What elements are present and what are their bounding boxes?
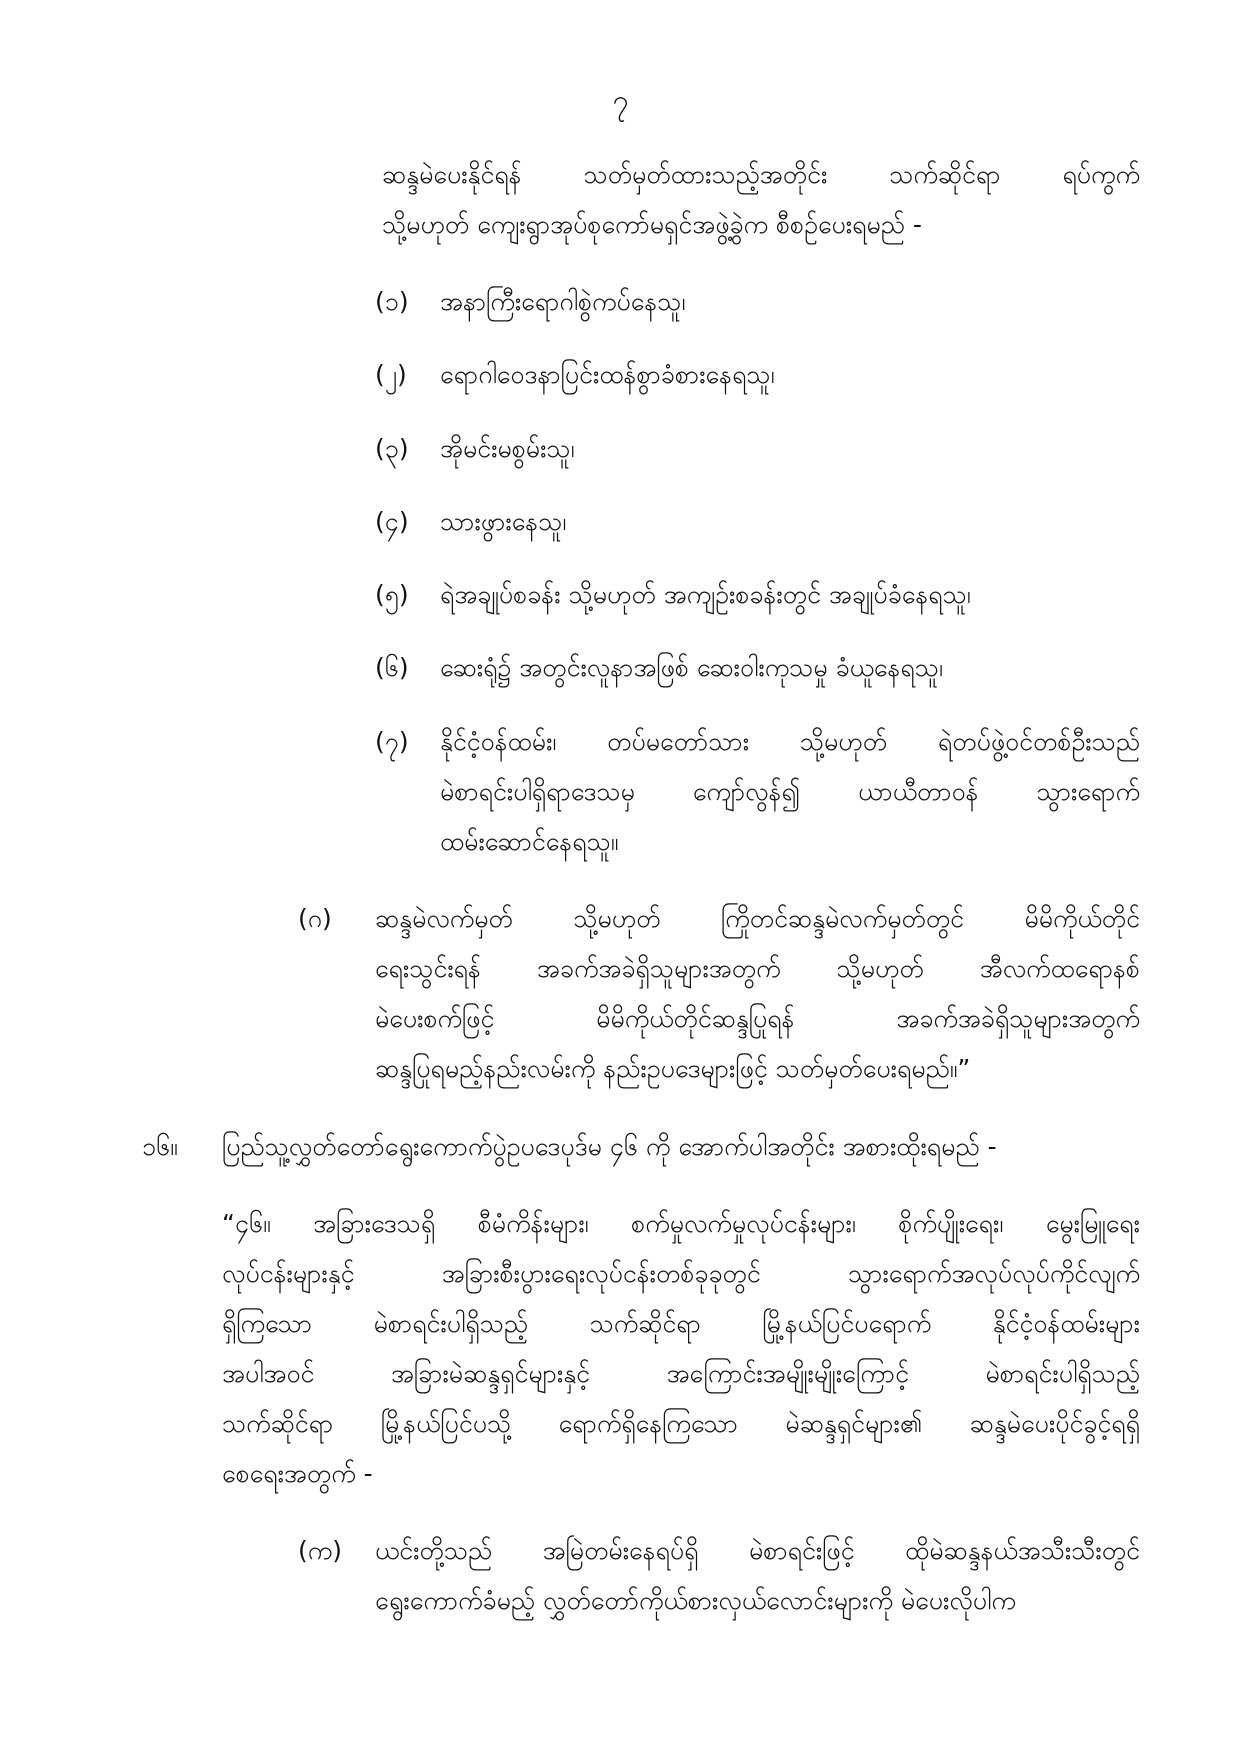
item-number: (၁) xyxy=(375,287,409,316)
section-46-line-1: “၄၆။ အခြားဒေသရှိ စီမံကိန်းများ၊ စက်မှုလက်မှုလုပ်ငန်းများ၊ စိုက်ပျိုးရေး၊ မွေးမြူရေး xyxy=(222,1209,1140,1238)
clause-ga-line-1: ဆန္ဒမဲလက်မှတ် သို့မဟုတ် ကြိုတင်ဆန္ဒမဲလက်မှတ်တွင် မိမိကိုယ်တိုင် xyxy=(375,904,1140,933)
item7-line-2: မဲစာရင်းပါရှိရာဒေသမှ ကျော်လွန်၍ ယာယီတာဝန် သွားရောက် xyxy=(440,777,1140,806)
item-number: (၇) xyxy=(375,727,409,756)
item-number: (၅) xyxy=(375,580,409,609)
item-number: (၂) xyxy=(375,360,407,389)
list-item: အနာကြီးရောဂါစွဲကပ်နေသူ၊ xyxy=(440,287,686,316)
section-number: ၁၆။ xyxy=(142,1132,178,1161)
clause-ka-line-2: ရွေးကောက်ခံမည့် လွှတ်တော်ကိုယ်စားလှယ်လောင်းများကို မဲပေးလိုပါက xyxy=(375,1586,1016,1615)
section-16-text: ပြည်သူ့လွှတ်တော်ရွေးကောက်ပွဲဥပဒေပုဒ်မ ၄၆ ကို အောက်ပါအတိုင်း အစားထိုးရမည် - xyxy=(222,1132,997,1161)
intro-line-2: သို့မဟုတ် ကျေးရွာအုပ်စုကော်မရှင်အဖွဲ့ခွဲက စီစဉ်ပေးရမည် - xyxy=(382,210,922,239)
section-46-line-4: အပါအဝင် အခြားမဲဆန္ဒရှင်များနှင့် အကြောင်းအမျိုးမျိုးကြောင့် မဲစာရင်းပါရှိသည့် xyxy=(222,1359,1140,1388)
clause-ga-line-4: ဆန္ဒပြုရမည့်နည်းလမ်းကို နည်းဥပဒေများဖြင့် သတ်မှတ်ပေးရမည်။” xyxy=(375,1054,971,1083)
list-item: ရောဂါဝေဒနာပြင်းထန်စွာခံစားနေရသူ၊ xyxy=(440,360,775,389)
item7-line-3: ထမ်းဆောင်နေရသူ။ xyxy=(440,827,619,856)
section-46-line-5: သက်ဆိုင်ရာ မြို့နယ်ပြင်ပသို့ ရောက်ရှိနေကြသော မဲဆန္ဒရှင်များ၏ ဆန္ဒမဲပေးပိုင်ခွင့်ရရှိ xyxy=(222,1409,1140,1438)
section-46-line-2: လုပ်ငန်းများနှင့် အခြားစီးပွားရေးလုပ်ငန်းတစ်ခုခုတွင် သွားရောက်အလုပ်လုပ်ကိုင်လျက် xyxy=(222,1259,1140,1288)
clause-ga-line-2: ရေးသွင်းရန် အခက်အခဲရှိသူများအတွက် သို့မဟုတ် အီလက်ထရောနစ် xyxy=(375,954,1140,983)
item-number: (၃) xyxy=(375,434,409,463)
section-46-line-6: စေရေးအတွက် - xyxy=(222,1459,373,1488)
item7-line-1: နိုင်ငံ့ဝန်ထမ်း၊ တပ်မတော်သား သို့မဟုတ် ရဲတပ်ဖွဲ့ဝင်တစ်ဦးသည် xyxy=(440,727,1140,756)
section-46-line-3: ရှိကြသော မဲစာရင်းပါရှိသည့် သက်ဆိုင်ရာ မြို့နယ်ပြင်ပရောက် နိုင်ငံ့ဝန်ထမ်းများ xyxy=(222,1309,1140,1338)
clause-ga-line-3: မဲပေးစက်ဖြင့် မိမိကိုယ်တိုင်ဆန္ဒပြုရန် အခက်အခဲရှိသူများအတွက် xyxy=(375,1004,1140,1033)
clause-number: (က) xyxy=(298,1536,342,1565)
item-number: (၆) xyxy=(375,653,409,682)
intro-line-1: ဆန္ဒမဲပေးနိုင်ရန် သတ်မှတ်ထားသည့်အတိုင်း သက်ဆိုင်ရာ ရပ်ကွက် xyxy=(382,160,1140,189)
list-item: ရဲအချုပ်စခန်း သို့မဟုတ် အကျဉ်းစခန်းတွင် အချုပ်ခံနေရသူ၊ xyxy=(440,580,971,609)
page-number: ၇ xyxy=(612,84,629,117)
item-number: (၄) xyxy=(375,507,409,536)
list-item: ဆေးရုံ၌ အတွင်းလူနာအဖြစ် ဆေးဝါးကုသမှု ခံယူနေရသူ၊ xyxy=(440,653,943,682)
list-item: အိုမင်းမစွမ်းသူ၊ xyxy=(440,434,575,463)
clause-number: (ဂ) xyxy=(298,904,332,933)
list-item: သားဖွားနေသူ၊ xyxy=(440,507,567,536)
clause-ka-line-1: ယင်းတို့သည် အမြဲတမ်းနေရပ်ရှိ မဲစာရင်းဖြင့် ထိုမဲဆန္ဒနယ်အသီးသီးတွင် xyxy=(375,1536,1140,1565)
